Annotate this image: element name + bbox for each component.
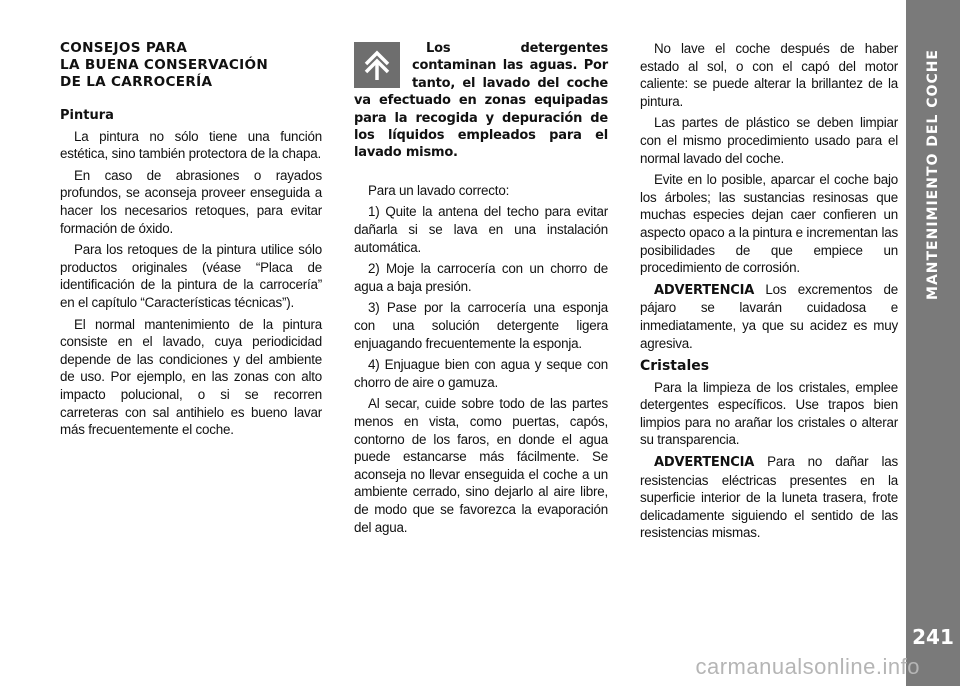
step-1: 1) Quite la antena del techo para evitar dañarla si se lava en una instalación automática.	[354, 204, 608, 255]
chapter-title	[914, 44, 952, 304]
environment-warning	[354, 40, 608, 162]
paragraph: El normal mantenimiento de la pintura consiste en el lavado, cuya periodicidad depende de las condiciones y del ambiente de uso. Por ejemplo, en las zonas con alto impacto polucional, o si se recorren carreteras con sal antihielo es bueno lavar más frecuentemente el coche.	[60, 316, 322, 438]
paragraph: Al secar, cuide sobre todo de las partes menos en vista, como puertas, capós, contorno de los faros, en donde el agua puede estancarse más fácilmente. Se aconseja no llevar enseguida el coche a un ambiente cerrado, sino dejarlo al aire libre, de modo que se favorezca la evaporación del agua.	[354, 396, 608, 535]
paragraph: Las partes de plástico se deben limpiar con el mismo procedimiento usado para el normal lavado del coche.	[640, 115, 898, 166]
subheading-cristales: Cristales	[640, 358, 710, 375]
paragraph: Evite en lo posible, aparcar el coche bajo los árboles; las sustancias resinosas que muchas especies dejan caer confieren un aspecto opaco a la pintura e incrementan las posibilidades de que empiece un procedimiento de corrosión.	[640, 172, 898, 276]
heading-line-2: LA BUENA CONSERVACIÓN	[60, 57, 269, 73]
chapter-title-text: MANTENIMIENTO DEL COCHE	[925, 48, 941, 300]
paragraph: Para un lavado correcto:	[368, 182, 510, 198]
watermark: carmanualsonline.info	[695, 654, 920, 679]
paragraph: En caso de abrasiones o rayados profundos, se aconseja proveer enseguida a hacer los necesarios retoques, para evitar formación de óxido.	[60, 167, 322, 236]
environment-warning-icon	[354, 42, 400, 88]
advertencia-paragraph	[640, 281, 898, 352]
column-1	[60, 40, 322, 443]
advertencia-label: ADVERTENCIA	[654, 455, 755, 471]
column-2	[354, 40, 608, 540]
section-heading	[60, 40, 322, 91]
chapter-sidebar	[906, 0, 960, 686]
advertencia-text: Para no dañar las resistencias eléctricas presentes en la superficie interior de la luneta trasera, frote delicadamente siguiendo el sentido de las resistencias mismas.	[640, 454, 898, 541]
step-3: 3) Pase por la carrocería una esponja con una solución detergente ligera enjuagando frecuentemente la esponja.	[354, 300, 608, 351]
advertencia-label: ADVERTENCIA	[654, 282, 755, 298]
paragraph: Para la limpieza de los cristales, emplee detergentes específicos. Use trapos bien limpios para no arañar los cristales o alterar su transparencia.	[640, 379, 898, 448]
paragraph: Para los retoques de la pintura utilice sólo productos originales (véase “Placa de identificación de la pintura de la carrocería” en el capítulo “Características técnicas”).	[60, 242, 322, 310]
page-number: 241	[912, 625, 954, 649]
warning-text: Los detergentes contaminan las aguas. Por tanto, el lavado del coche va efectuado en zonas equipadas para la recogida y depuración de los líquidos empleados para el lavado mismo.	[354, 41, 608, 161]
step-4: 4) Enjuague bien con agua y seque con chorro de aire o gamuza.	[354, 357, 608, 390]
heading-line-1: CONSEJOS PARA	[60, 40, 188, 56]
column-3	[640, 40, 898, 546]
heading-line-3: DE LA CARROCERÍA	[60, 74, 213, 90]
subheading-pintura: Pintura	[60, 108, 114, 123]
advertencia-paragraph	[640, 453, 898, 542]
step-2: 2) Moje la carrocería con un chorro de agua a baja presión.	[354, 261, 608, 294]
advertencia-text: Los excrementos de pájaro se lavarán cuidadosa e inmediatamente, ya que su acidez es muy agresiva.	[640, 281, 898, 351]
paragraph: La pintura no sólo tiene una función estética, sino también protectora de la chapa.	[60, 128, 322, 162]
paragraph: No lave el coche después de haber estado al sol, o con el capó del motor caliente: se puede alterar la brillantez de la pintura.	[640, 41, 898, 109]
